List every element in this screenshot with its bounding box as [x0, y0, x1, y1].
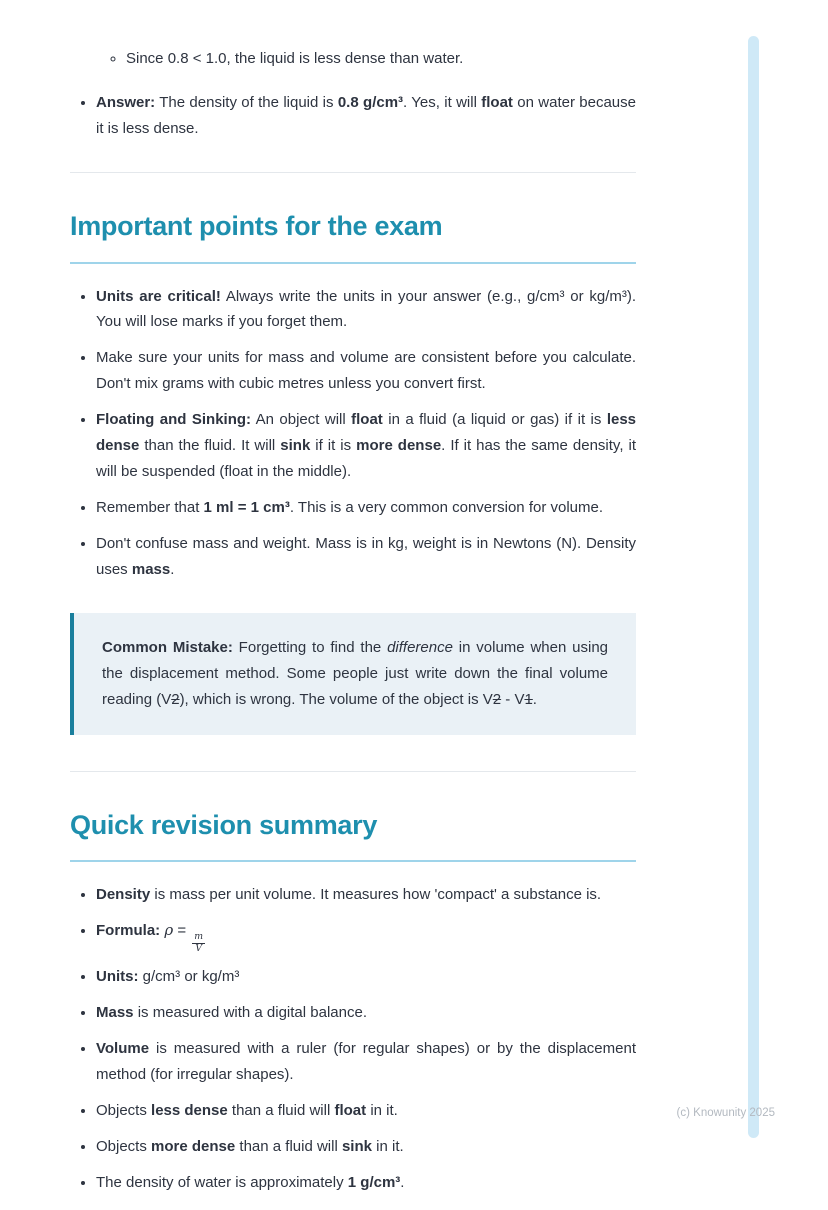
heading-important-points: Important points for the exam: [70, 203, 636, 264]
summary-list: [70, 882, 636, 1196]
answer-bullet-list: [70, 90, 636, 142]
section-divider: [70, 172, 636, 173]
callout-text: Common Mistake: Forgetting to find the difference in volume when using the displacement method. Some people just write down the final volume reading (V2), which is wrong. The volume of the object is V2 - V1.: [102, 638, 609, 708]
list-item: • Remember that 1 ml = 1 cm³. This is a very common conversion for volume.: [96, 495, 636, 521]
page-content: [70, 36, 636, 1210]
important-points-list: [70, 284, 636, 583]
list-item: • Make sure your units for mass and volume are consistent before you calculate. Don't mix grams with cubic metres unless you convert first.: [96, 345, 636, 397]
list-item: • Don't confuse mass and weight. Mass is in kg, weight is in Newtons (N). Density uses mass.: [96, 531, 636, 583]
fraction: $\frac{m}{V}$: [194, 931, 204, 954]
scrollbar[interactable]: [748, 36, 759, 1138]
list-item: • Volume is measured with a ruler (for regular shapes) or by the displacement method (for irregular shapes).: [96, 1036, 636, 1088]
list-item: ◦ Since 0.8 < 1.0, the liquid is less dense than water.: [126, 46, 636, 72]
list-item: • Density is mass per unit volume. It measures how 'compact' a substance is.: [96, 882, 636, 908]
list-item: • Objects less dense than a fluid will float in it.: [96, 1098, 636, 1124]
list-item: • Mass is measured with a digital balance.: [96, 1000, 636, 1026]
list-item: • Units: g/cm³ or kg/m³: [96, 964, 636, 990]
section-divider: [70, 771, 636, 772]
sub-bullet-list: [70, 46, 636, 72]
list-item: • Floating and Sinking: An object will float in a fluid (a liquid or gas) if it is less dense than the fluid. It will sink if it is more dense. If it has the same density, it will be suspended (float in the middle).: [96, 407, 636, 485]
list-item: • The density of water is approximately 1 g/cm³.: [96, 1170, 636, 1196]
list-item: • Units are critical! Always write the units in your answer (e.g., g/cm³ or kg/m³). You will lose marks if you forget them.: [96, 284, 636, 336]
list-item: • Objects more dense than a fluid will sink in it.: [96, 1134, 636, 1160]
copyright-watermark: (c) Knowunity 2025: [676, 1107, 775, 1119]
heading-quick-revision-summary: Quick revision summary: [70, 802, 636, 863]
list-item: • Answer: The density of the liquid is 0.8 g/cm³. Yes, it will float on water because it is less dense.: [96, 90, 636, 142]
list-item: • Formula: ρ = $\frac{m}{V}$: [96, 918, 636, 954]
common-mistake-callout: [70, 613, 636, 735]
